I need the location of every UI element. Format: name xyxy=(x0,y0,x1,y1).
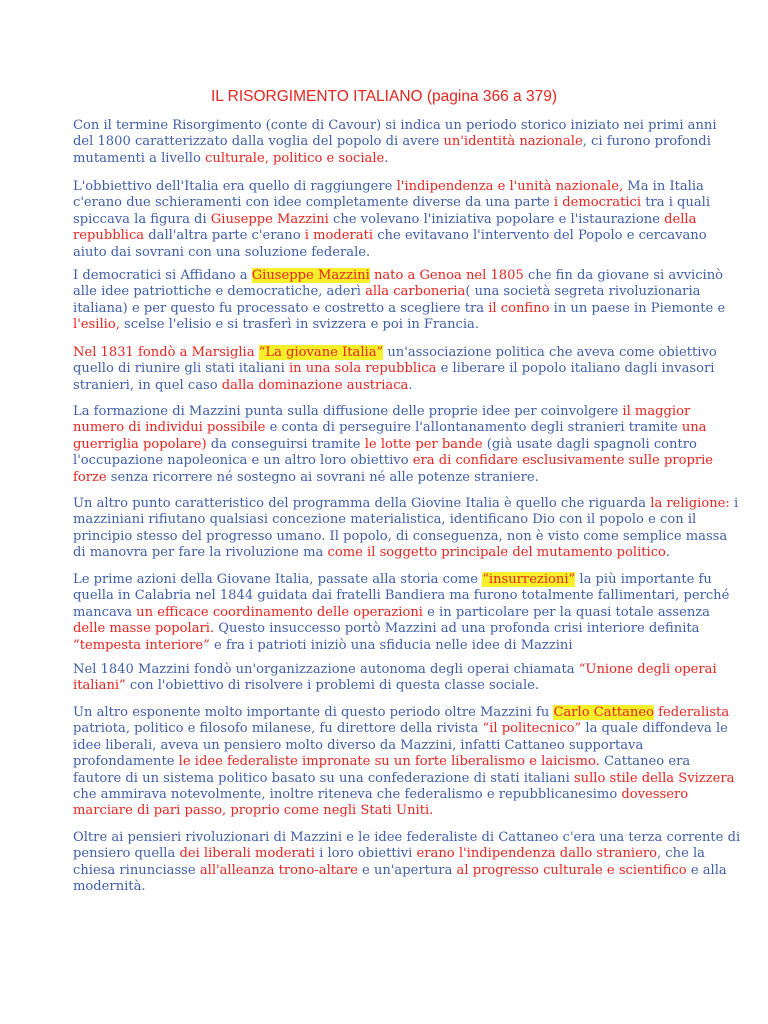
body-text: aiuto dai sovrani con una soluzione federale. xyxy=(73,244,371,260)
body-text: mancava xyxy=(73,604,137,620)
text-line xyxy=(73,605,713,621)
paragraph-intro xyxy=(73,118,717,167)
body-text: e un'apertura xyxy=(357,862,457,878)
red-emphasis-text: Nel 1831 fondò a Marsiglia xyxy=(73,345,259,360)
red-emphasis-text: marciare di pari passo, proprio come negli Stati Uniti. xyxy=(73,803,434,819)
text-line xyxy=(73,572,713,588)
body-text: che fin da giovane si avvicinò xyxy=(523,268,724,283)
text-line xyxy=(73,621,713,637)
text-line xyxy=(73,638,713,654)
red-emphasis-text: nato a Genoa nel 1805 xyxy=(373,268,524,283)
body-text: Le prime azioni della Giovane Italia, passate alla storia come xyxy=(73,572,483,587)
body-text: La formazione di Mazzini punta sulla diffusione delle proprie idee per coinvolgere xyxy=(73,404,623,419)
red-emphasis-text: sullo stile della Svizzera xyxy=(573,770,735,786)
paragraph-democratici xyxy=(73,268,726,334)
body-text: e conta di perseguire l'allontanamento degli stranieri tramite xyxy=(265,420,682,436)
body-text: e fra i patrioti iniziò una sfiducia nelle idee di Mazzini xyxy=(209,637,573,653)
body-text: che volevano l'iniziativa popolare e l'istaurazione xyxy=(328,211,665,227)
body-text: quello di riunire gli stati italiani xyxy=(73,361,289,377)
body-text: mazziniani rifiutano qualsiasi concezione materialistica, identificano Dio con il popolo e con il xyxy=(73,512,697,528)
body-text: Ma in Italia xyxy=(623,179,704,194)
highlighted-text: Giuseppe Mazzini xyxy=(251,268,370,283)
body-text: spiccava la figura di xyxy=(73,211,211,227)
body-text: da conseguirsi tramite xyxy=(206,436,365,452)
text-line xyxy=(73,317,713,333)
document-title: IL RISORGIMENTO ITALIANO (pagina 366 a 379) xyxy=(210,88,558,105)
body-text: Un altro esponente molto importante di questo periodo oltre Mazzini fu xyxy=(73,705,554,720)
highlighted-text: Carlo Cattaneo xyxy=(553,705,654,720)
paragraph-religione xyxy=(73,496,739,562)
text-line xyxy=(73,678,713,694)
body-text: dall'altra parte c'erano xyxy=(144,228,305,244)
body-text: . xyxy=(408,377,413,393)
text-line xyxy=(73,662,717,678)
red-emphasis-text: come il soggetto principale del mutamento politico xyxy=(327,545,666,561)
text-line xyxy=(73,846,713,862)
text-line xyxy=(73,228,713,244)
red-emphasis-text: numero di individui possibile xyxy=(73,420,266,436)
red-emphasis-text: al progresso culturale e scientifico xyxy=(456,862,687,878)
red-emphasis-text: il maggior xyxy=(622,404,691,419)
body-text: Con il termine Risorgimento (conte di Cavour) si indica un periodo storico iniziato nei primi anni xyxy=(73,118,717,133)
paragraph-insurrezioni xyxy=(73,572,730,654)
body-text: Oltre ai pensieri rivoluzionari di Mazzini e le idee federaliste di Cattaneo c'era una terza corrente di xyxy=(73,830,741,845)
text-line xyxy=(73,118,717,134)
red-emphasis-text: le idee federaliste impronate su un forte liberalismo e laicismo. xyxy=(178,754,600,770)
body-text: Un altro punto caratteristico del programma della Giovine Italia è quello che riguarda xyxy=(73,496,651,511)
paragraph-cattaneo xyxy=(73,705,735,820)
text-line xyxy=(73,378,713,394)
paragraph-giovane-italia xyxy=(73,345,717,394)
body-text: quella in Calabria nel 1844 guidata dai fratelli Bandiera ma furono totalmente fallimentari, perché xyxy=(73,588,730,604)
text-line xyxy=(73,545,713,561)
red-emphasis-text: italiani” xyxy=(73,678,126,694)
body-text: idee liberali, aveva un pensiero molto diverso da Mazzini, infatti Cattaneo supportava xyxy=(73,737,644,753)
body-text: un'associazione politica che aveva come obiettivo xyxy=(383,345,717,360)
body-text: tra i quali xyxy=(641,195,711,211)
red-emphasis-text: “Unione degli operai xyxy=(578,662,717,677)
red-emphasis-text: repubblica xyxy=(73,228,145,244)
red-emphasis-text: un'identità nazionale xyxy=(443,134,583,150)
red-emphasis-text: in una sola repubblica xyxy=(288,361,437,377)
body-text: patriota, politico e filosofo milanese, fu direttore della rivista xyxy=(73,721,483,737)
body-text: e alla xyxy=(686,862,727,878)
red-emphasis-text: era di confidare esclusivamente sulle proprie xyxy=(412,453,714,469)
body-text: con l'obiettivo di risolvere i problemi di questa classe sociale. xyxy=(125,678,540,694)
red-emphasis-text: dovessero xyxy=(621,787,689,803)
text-line xyxy=(73,245,713,261)
body-text: e in particolare per la quasi totale assenza xyxy=(422,604,710,620)
body-text: la più importante fu xyxy=(575,572,712,587)
red-emphasis-text: all'alleanza trono-altare xyxy=(199,862,358,878)
text-line xyxy=(73,738,713,754)
red-emphasis-text: della xyxy=(664,211,697,227)
body-text: i loro obiettivi xyxy=(314,846,417,862)
text-line xyxy=(73,721,728,737)
body-text: , che la xyxy=(656,846,705,862)
text-line xyxy=(73,862,727,879)
text-line xyxy=(73,345,717,361)
body-text: che ammirava notevolmente, inoltre riteneva che federalismo e repubblicanesimo xyxy=(73,787,622,803)
red-emphasis-text: erano l'indipendenza dallo straniero xyxy=(416,846,657,862)
text-line xyxy=(73,512,713,528)
text-line xyxy=(73,588,730,604)
text-line xyxy=(73,879,713,895)
red-emphasis-text: i moderati xyxy=(304,228,374,244)
paragraph-liberali-moderati xyxy=(73,830,741,896)
text-line xyxy=(73,404,713,420)
text-line xyxy=(73,470,713,486)
red-emphasis-text: “il politecnico” xyxy=(482,721,582,737)
highlighted-text: “La giovane Italia” xyxy=(258,345,384,360)
body-text: pensiero quella xyxy=(73,846,180,862)
text-line xyxy=(73,787,713,803)
body-text: ( una società segreta rivoluzionaria xyxy=(465,284,701,300)
text-line xyxy=(73,179,713,195)
body-text: I democratici si Affidano a xyxy=(73,268,252,283)
text-line xyxy=(73,134,713,150)
body-text: fautore di un sistema politico basato su una confederazione di stati italiani xyxy=(73,770,574,786)
body-text: modernità. xyxy=(73,879,146,895)
text-line xyxy=(73,300,726,317)
text-line xyxy=(73,830,741,846)
body-text: la quale diffondeva le xyxy=(581,721,728,737)
body-text: italiana) e per questo fu processato e costretto a scegliere tra xyxy=(73,300,489,316)
red-emphasis-text: alla carboneria xyxy=(365,284,466,300)
red-emphasis-text: culturale, politico e sociale xyxy=(205,150,385,166)
red-emphasis-text: il confino xyxy=(488,300,550,316)
text-line xyxy=(73,705,730,721)
body-text: . xyxy=(384,150,389,166)
text-line xyxy=(73,453,713,469)
text-line xyxy=(73,437,713,453)
text-line xyxy=(73,754,713,770)
body-text: che evitavano l'intervento del Popolo e cercavano xyxy=(373,228,707,244)
body-text: , ci furono profondi xyxy=(582,134,711,150)
red-emphasis-text: dei liberali moderati xyxy=(179,846,315,862)
red-emphasis-text: dalla dominazione austriaca xyxy=(221,377,409,393)
body-text: del 1800 caratterizzato dalla voglia del popolo di avere xyxy=(73,134,444,150)
red-emphasis-text: la religione: xyxy=(650,496,730,511)
red-emphasis-text: “tempesta interiore” xyxy=(73,637,210,653)
body-text: di manovra per fare la rivoluzione ma xyxy=(73,545,328,561)
body-text: principio stesso del progresso umano. Il popolo, di conseguenza, non è visto come semplice massa xyxy=(73,528,728,544)
body-text: Questo insuccesso portò Mazzini ad una profonda crisi interiore definita xyxy=(214,621,700,637)
body-text: chiesa rinunciasse xyxy=(73,862,200,878)
text-line xyxy=(73,420,713,436)
red-emphasis-text: l'indipendenza e l'unità nazionale, xyxy=(396,179,624,194)
body-text: (già usate dagli spagnoli contro xyxy=(482,436,697,452)
red-emphasis-text: una xyxy=(681,420,707,436)
body-text: . xyxy=(665,545,670,561)
text-line xyxy=(73,361,713,377)
text-line xyxy=(73,268,724,284)
highlighted-text: “insurrezioni” xyxy=(482,572,576,587)
body-text: L'obbiettivo dell'Italia era quello di raggiungere xyxy=(73,179,397,194)
body-text: Nel 1840 Mazzini fondò un'organizzazione autonoma degli operai chiamata xyxy=(73,662,579,677)
body-text: scelse l'elisio e si trasferì in svizzera e poi in Francia. xyxy=(119,317,479,333)
body-text: alle idee patriottiche e democratiche, aderì xyxy=(73,284,366,300)
red-emphasis-text: i democratici xyxy=(553,195,642,211)
body-text: l'occupazione napoleonica e un altro loro obiettivo xyxy=(73,453,413,469)
red-emphasis-text: un efficace coordinamento delle operazioni xyxy=(136,604,423,620)
text-line xyxy=(73,195,713,211)
text-line xyxy=(73,212,713,228)
text-line xyxy=(73,770,735,787)
text-line xyxy=(73,284,713,300)
body-text: in un paese in Piemonte e xyxy=(549,300,726,316)
red-emphasis-text: Giuseppe Mazzini xyxy=(210,211,329,227)
body-text: e liberare il popolo italiano dagli invasori xyxy=(436,361,715,377)
red-emphasis-text: forze xyxy=(73,469,107,485)
paragraph-obiettivo xyxy=(73,179,713,261)
text-line xyxy=(73,803,713,819)
red-emphasis-text: federalista xyxy=(658,705,730,720)
body-text: stranieri, in quel caso xyxy=(73,377,222,393)
body-text: i xyxy=(729,496,739,511)
body-text: Cattaneo era xyxy=(599,754,691,770)
red-emphasis-text: delle masse popolari. xyxy=(73,621,215,637)
body-text: mutamenti a livello xyxy=(73,150,206,166)
red-emphasis-text: l'esilio, xyxy=(73,317,120,333)
body-text: profondamente xyxy=(73,754,179,770)
body-text: senza ricorrere né sostegno ai sovrani né alle potenze straniere. xyxy=(106,469,539,485)
text-line xyxy=(73,528,728,545)
red-emphasis-text: le lotte per bande xyxy=(364,436,483,452)
paragraph-formazione xyxy=(73,404,713,486)
body-text: c'erano due schieramenti con idee completamente diverse da una parte xyxy=(73,195,554,211)
red-emphasis-text: guerriglia popolare) xyxy=(73,436,207,452)
paragraph-unione-operai xyxy=(73,662,717,695)
text-line xyxy=(73,496,739,512)
text-line xyxy=(73,151,713,167)
